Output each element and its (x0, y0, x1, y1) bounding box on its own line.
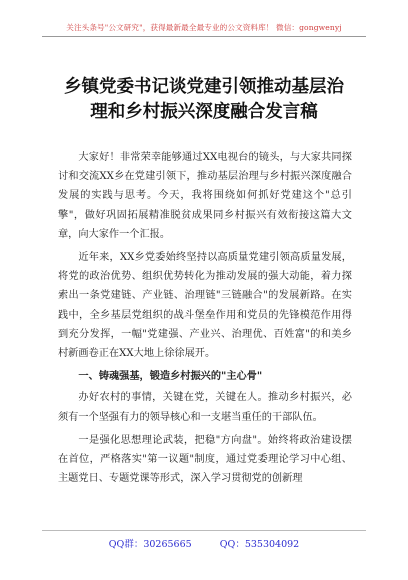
footer-divider (42, 530, 366, 531)
footer-qq: QQ：535304092 (219, 539, 300, 550)
header-divider (42, 36, 366, 37)
document-body (58, 148, 352, 492)
title-line-1: 乡镇党委书记谈党建引领推动基层治 (64, 77, 344, 97)
page-footer (0, 536, 408, 550)
document-title (36, 75, 372, 125)
body-paragraph: 大家好！非常荣幸能够通过XX电视台的镜头，与大家共同探讨和交流XX乡在党建引领下，推动基层治理与乡村振兴深度融合发展的实践与思考。今天，我将围绕如何抓好党建这个"总引擎"，做好巩固拓展精准脱贫成果同乡村振兴有效衔接这篇大文章，向大家作一个汇报。 (58, 152, 352, 240)
body-paragraph: 近年来，XX乡党委始终坚持以高质量党建引领高质量发展，将党的政治优势、组织优势转化为推动发展的强大动能，着力探索出一条党建链、产业链、治理链"三链融合"的发展新路。在实践中，全乡基层党组织的战斗堡垒作用和党员的先锋模范作用得到充分发挥，一幅"党建强、产业兴、治理优、百姓富"的和美乡村新画卷正在XX大地上徐徐展开。 (58, 252, 352, 360)
section-heading: 一、铸魂强基，锻造乡村振兴的"主心骨" (78, 370, 263, 383)
header-text: 关注头条号"公文研究"，获得最新最全最专业的公文资料库！ 微信：gongwenyj (66, 23, 342, 32)
body-paragraph: 一是强化思想理论武装，把稳"方向盘"。始终将政治建设摆在首位，严格落实"第一议题"制度，通过党委理论学习中心组、主题党日、专题党课等形式，深入学习贯彻党的创新理 (58, 434, 352, 485)
footer-qq-group: QQ群：30265665 (108, 539, 192, 550)
title-line-2: 理和乡村振兴深度融合发言稿 (90, 102, 318, 122)
page-header (0, 22, 408, 33)
body-paragraph: 办好农村的事情，关键在党，关键在人。推动乡村振兴，必须有一个坚强有力的领导核心和一支堪当重任的干部队伍。 (58, 392, 352, 423)
